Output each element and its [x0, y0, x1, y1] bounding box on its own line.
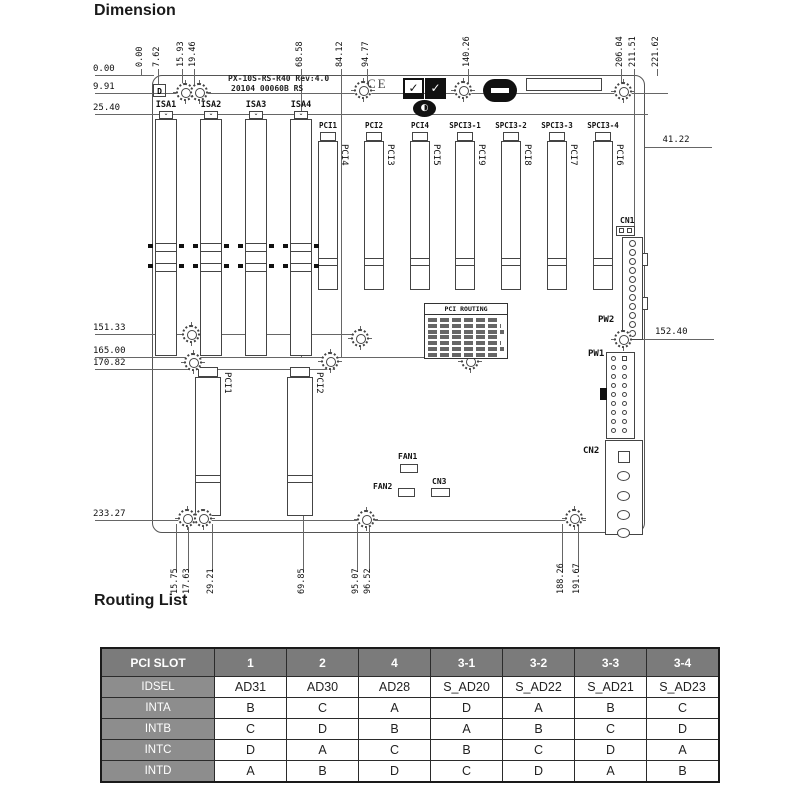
dimension-line — [95, 75, 154, 76]
pci-slot-side-label: PCI5 — [431, 144, 441, 166]
pci-slot-bracket — [290, 367, 310, 377]
isa-key-mark — [193, 264, 198, 268]
routing-col-header: 1 — [215, 648, 287, 677]
dimension-value-top: 0.00 — [135, 46, 145, 67]
isa-slot-key-gap — [156, 263, 176, 272]
isa-slot-notch: ⌄ — [294, 111, 308, 119]
pci-slot-label: SPCI3-4 — [587, 121, 619, 130]
isa-slot-notch: ⌄ — [249, 111, 263, 119]
routing-col-header: 3-2 — [503, 648, 575, 677]
dimension-line — [95, 520, 586, 521]
routing-cell: B — [287, 761, 359, 783]
pci-slot-side-label: PCI2 — [314, 372, 324, 394]
pci-slot-bracket — [457, 132, 473, 141]
dimension-section-title: Dimension — [94, 2, 176, 19]
dimension-leader-line — [657, 69, 658, 76]
dimension-value-top: 221.62 — [651, 36, 661, 67]
pw2-tab — [642, 253, 648, 266]
routing-cell: D — [575, 740, 647, 761]
label-blank-rect — [526, 78, 602, 91]
routing-col-header: 2 — [287, 648, 359, 677]
pci-slot-side-label: PCI9 — [476, 144, 486, 166]
routing-row-label: IDSEL — [101, 677, 215, 698]
pci-slot-label: SPCI3-2 — [495, 121, 527, 130]
pci-slot-side-label: PCI4 — [339, 144, 349, 166]
pw2-pin — [629, 267, 636, 274]
isa-slot-label: ISA3 — [245, 100, 267, 110]
pw1-pin — [611, 428, 616, 433]
ce-mark: CE — [367, 76, 388, 91]
pci-slot-connector — [364, 141, 384, 290]
pw1-pin — [622, 365, 627, 370]
routing-cell: C — [575, 719, 647, 740]
cn3-label: CN3 — [432, 477, 447, 486]
pci-slot-bracket — [412, 132, 428, 141]
routing-cell: S_AD22 — [503, 677, 575, 698]
isa-key-mark — [269, 264, 274, 268]
pci-slot-bracket — [366, 132, 382, 141]
dimension-value-right: 152.40 — [655, 327, 688, 337]
pci-slot-label: SPCI3-3 — [541, 121, 573, 130]
routing-row-label: INTA — [101, 698, 215, 719]
pci-slot-connector — [195, 377, 221, 516]
routing-col-header: PCI SLOT — [101, 648, 215, 677]
pci-slot-side-label: PCI8 — [522, 144, 532, 166]
cn3-connector — [431, 488, 450, 497]
routing-cell: S_AD23 — [647, 677, 720, 698]
mounting-hole — [614, 330, 632, 348]
dimension-value-left: 165.00 — [93, 346, 126, 356]
pw1-pin — [611, 401, 616, 406]
mounting-hole — [454, 81, 472, 99]
dimension-line — [645, 147, 712, 148]
cn2-pin-square — [618, 451, 630, 463]
mounting-hole — [190, 83, 208, 101]
routing-cell: A — [575, 761, 647, 783]
isa-slot-key-gap — [156, 243, 176, 252]
pci-slot-key-gap — [502, 258, 520, 266]
dimension-value-bottom: 69.85 — [297, 568, 307, 594]
pci-slot-label: PCI1 — [318, 121, 338, 130]
dimension-value-bottom: 191.67 — [572, 563, 582, 594]
isa-key-mark — [238, 264, 243, 268]
pw1-pin — [622, 401, 627, 406]
pci-slot-label: PCI4 — [410, 121, 430, 130]
isa-slot-key-gap — [201, 263, 221, 272]
mini-table-row — [428, 353, 498, 357]
dimension-line — [95, 357, 472, 358]
fan1-label: FAN1 — [398, 452, 418, 461]
pci-slot-connector — [547, 141, 567, 290]
isa-slot-key-gap — [291, 263, 311, 272]
routing-row-label: INTC — [101, 740, 215, 761]
dimension-value-top: 206.04 — [615, 36, 625, 67]
keyhole-slot — [491, 88, 509, 93]
pci-slot-key-gap — [288, 475, 312, 483]
isa-key-mark — [283, 244, 288, 248]
isa-key-mark — [193, 244, 198, 248]
pci-routing-mini-table — [424, 303, 508, 359]
dimension-value-left: 9.91 — [93, 82, 115, 92]
dimension-value-top: 94.77 — [361, 41, 371, 67]
isa-key-mark — [238, 244, 243, 248]
routing-cell: A — [503, 698, 575, 719]
mini-table-row — [428, 335, 498, 339]
pw1-pin — [622, 356, 627, 361]
isa-slot-connector — [200, 119, 222, 356]
routing-cell: B — [215, 698, 287, 719]
isa-key-mark — [179, 244, 184, 248]
routing-cell: A — [287, 740, 359, 761]
pci-slot-connector — [287, 377, 313, 516]
cn2-label: CN2 — [583, 446, 600, 456]
cn2-pin — [617, 528, 630, 538]
routing-table — [100, 647, 720, 783]
pw2-pin — [629, 240, 636, 247]
routing-cell: C — [647, 698, 720, 719]
pci-slot-bracket — [320, 132, 336, 141]
dimension-value-bottom: 17.63 — [182, 568, 192, 594]
dimension-value-top: 19.46 — [188, 41, 198, 67]
pw2-tab — [642, 297, 648, 310]
routing-cell: C — [431, 761, 503, 783]
dimension-value-bottom: 96.52 — [363, 568, 373, 594]
mounting-hole — [357, 510, 375, 528]
pci-slot-key-gap — [456, 258, 474, 266]
routing-cell: AD31 — [215, 677, 287, 698]
pci-slot-key-gap — [594, 258, 612, 266]
pci-slot-side-label: PCI3 — [385, 144, 395, 166]
isa-slot-label: ISA2 — [200, 100, 222, 110]
dimension-value-left: 25.40 — [93, 103, 121, 113]
isa-slot-connector — [155, 119, 177, 356]
routing-cell: D — [647, 719, 720, 740]
routing-cell: D — [431, 698, 503, 719]
pci-slot-side-label: PCI1 — [222, 372, 232, 394]
cn1-pin — [619, 228, 624, 233]
fan1-connector — [400, 464, 418, 473]
pw1-pin — [611, 392, 616, 397]
pw1-key — [600, 388, 607, 400]
routing-cell: A — [359, 698, 431, 719]
dimension-value-bottom: 95.07 — [351, 568, 361, 594]
isa-key-mark — [283, 264, 288, 268]
dimension-value-top: 211.51 — [628, 36, 638, 67]
routing-cell: AD28 — [359, 677, 431, 698]
routing-cell: C — [287, 698, 359, 719]
dimension-value-left: 170.82 — [93, 358, 126, 368]
isa-slot-notch: ⌄ — [204, 111, 218, 119]
pci-routing-mini-title: PCI ROUTING — [425, 304, 507, 315]
isa-slot-notch: ⌄ — [159, 111, 173, 119]
routing-cell: B — [359, 719, 431, 740]
isa-slot-label: ISA1 — [155, 100, 177, 110]
isa-key-mark — [224, 244, 229, 248]
dimension-value-bottom: 188.26 — [556, 563, 566, 594]
pci-slot-connector — [455, 141, 475, 290]
pci-slot-connector — [318, 141, 338, 290]
pw1-pin — [622, 374, 627, 379]
pw2-pin — [629, 258, 636, 265]
isa-slot-key-gap — [291, 243, 311, 252]
pw2-pin — [629, 321, 636, 328]
routing-cell: B — [647, 761, 720, 783]
pw1-pin — [622, 419, 627, 424]
routing-row — [101, 761, 719, 783]
pci-slot-bracket — [595, 132, 611, 141]
routing-cell: A — [647, 740, 720, 761]
dimension-value-top: 7.62 — [152, 46, 162, 67]
dimension-value-top: 15.93 — [176, 41, 186, 67]
isa-slot-label: ISA4 — [290, 100, 312, 110]
mini-table-row — [428, 341, 501, 345]
cert-logo-check-black: ✓ — [425, 78, 446, 99]
pci-slot-bracket — [503, 132, 519, 141]
routing-col-header: 3-4 — [647, 648, 720, 677]
pw2-pin — [629, 276, 636, 283]
pw1-pin — [611, 356, 616, 361]
routing-col-header: 3-3 — [575, 648, 647, 677]
routing-col-header: 4 — [359, 648, 431, 677]
routing-cell: D — [287, 719, 359, 740]
routing-col-header: 3-1 — [431, 648, 503, 677]
routing-cell: D — [359, 761, 431, 783]
dimension-value-left: 151.33 — [93, 323, 126, 333]
pw1-pin — [611, 419, 616, 424]
dimension-line — [95, 114, 648, 115]
dimension-line — [95, 334, 363, 335]
routing-row — [101, 677, 719, 698]
routing-row — [101, 719, 719, 740]
isa-slot-key-gap — [246, 263, 266, 272]
routing-row-label: INTD — [101, 761, 215, 783]
dimension-value-top: 140.26 — [462, 36, 472, 67]
pci-slot-key-gap — [365, 258, 383, 266]
pci-slot-key-gap — [411, 258, 429, 266]
routing-row — [101, 740, 719, 761]
pci-slot-key-gap — [319, 258, 337, 266]
isa-slot-connector — [245, 119, 267, 356]
pw2-pin — [629, 285, 636, 292]
pci-slot-connector — [501, 141, 521, 290]
routing-cell: C — [359, 740, 431, 761]
pci-slot-label: SPCI3-1 — [449, 121, 481, 130]
cn1-label: CN1 — [620, 216, 635, 225]
isa-key-mark — [148, 244, 153, 248]
dimension-value-left: 233.27 — [93, 509, 126, 519]
routing-cell: B — [431, 740, 503, 761]
mounting-hole — [614, 82, 632, 100]
pw2-pin — [629, 294, 636, 301]
isa-key-mark — [269, 244, 274, 248]
routing-cell: AD30 — [287, 677, 359, 698]
dimension-value-bottom: 29.21 — [206, 568, 216, 594]
pw2-label: PW2 — [598, 315, 615, 325]
fan2-connector — [398, 488, 415, 497]
routing-section-title: Routing List — [94, 592, 188, 609]
pw1-pin — [611, 410, 616, 415]
pci-slot-bracket — [549, 132, 565, 141]
routing-cell: D — [503, 761, 575, 783]
dimension-leader-line — [158, 69, 159, 84]
mounting-hole — [351, 329, 369, 347]
mounting-hole — [321, 352, 339, 370]
pw1-pin — [611, 383, 616, 388]
pw1-pin — [622, 428, 627, 433]
pci-slot-bracket — [198, 367, 218, 377]
routing-row-label: INTB — [101, 719, 215, 740]
mounting-hole — [184, 353, 202, 371]
cn2-pin — [617, 510, 630, 520]
routing-cell: B — [575, 698, 647, 719]
keyhole-logo — [483, 79, 517, 102]
isa-key-mark — [314, 244, 319, 248]
isa-key-mark — [224, 264, 229, 268]
mini-table-row — [428, 318, 498, 322]
pw1-pin — [622, 392, 627, 397]
ul-logo: ◐ — [413, 100, 436, 117]
routing-cell: D — [215, 740, 287, 761]
dimension-value-top: 68.58 — [295, 41, 305, 67]
mounting-hole — [565, 509, 583, 527]
cn2-pin — [617, 491, 630, 501]
cert-logo-check-white: ✓ — [403, 78, 424, 99]
pw2-pin — [629, 249, 636, 256]
isa-slot-key-gap — [201, 243, 221, 252]
pw1-pin — [611, 374, 616, 379]
routing-cell: S_AD21 — [575, 677, 647, 698]
pci-slot-connector — [410, 141, 430, 290]
cn1-pin — [627, 228, 632, 233]
pci-slot-key-gap — [196, 475, 220, 483]
routing-cell: B — [503, 719, 575, 740]
pci-slot-connector — [593, 141, 613, 290]
dimension-value-bottom: 15.75 — [170, 568, 180, 594]
isa-key-mark — [148, 264, 153, 268]
mounting-hole — [182, 325, 200, 343]
board-code-text: 20104 00060B RS — [231, 84, 304, 93]
pci-slot-key-gap — [548, 258, 566, 266]
pw1-label: PW1 — [588, 349, 605, 359]
isa-slot-connector — [290, 119, 312, 356]
pw2-pin — [629, 312, 636, 319]
pci-slot-side-label: PCI6 — [614, 144, 624, 166]
pw2-pin — [629, 303, 636, 310]
mini-table-row — [428, 347, 504, 351]
dimension-value-right: 41.22 — [662, 135, 690, 145]
dimension-leader-line — [341, 69, 342, 358]
routing-cell: C — [215, 719, 287, 740]
dimension-value-left: 0.00 — [93, 64, 115, 74]
routing-cell: A — [215, 761, 287, 783]
dimension-value-top: 84.12 — [335, 41, 345, 67]
pci-slot-label: PCI2 — [364, 121, 384, 130]
pw1-pin — [622, 383, 627, 388]
board-model-text: PX-10S-RS-R40 Rev:4.0 — [228, 74, 330, 83]
pw1-pin — [611, 365, 616, 370]
fan2-label: FAN2 — [373, 482, 393, 491]
isa-key-mark — [179, 264, 184, 268]
isa-slot-key-gap — [246, 243, 266, 252]
routing-cell: S_AD20 — [431, 677, 503, 698]
cn2-pin — [617, 471, 630, 481]
pci-slot-side-label: PCI7 — [568, 144, 578, 166]
mini-table-row — [428, 330, 504, 334]
pw1-pin — [622, 410, 627, 415]
routing-row — [101, 698, 719, 719]
routing-cell: C — [503, 740, 575, 761]
mounting-hole — [194, 509, 212, 527]
d-reference-box: D — [153, 84, 166, 97]
mini-table-row — [428, 324, 501, 328]
routing-cell: A — [431, 719, 503, 740]
